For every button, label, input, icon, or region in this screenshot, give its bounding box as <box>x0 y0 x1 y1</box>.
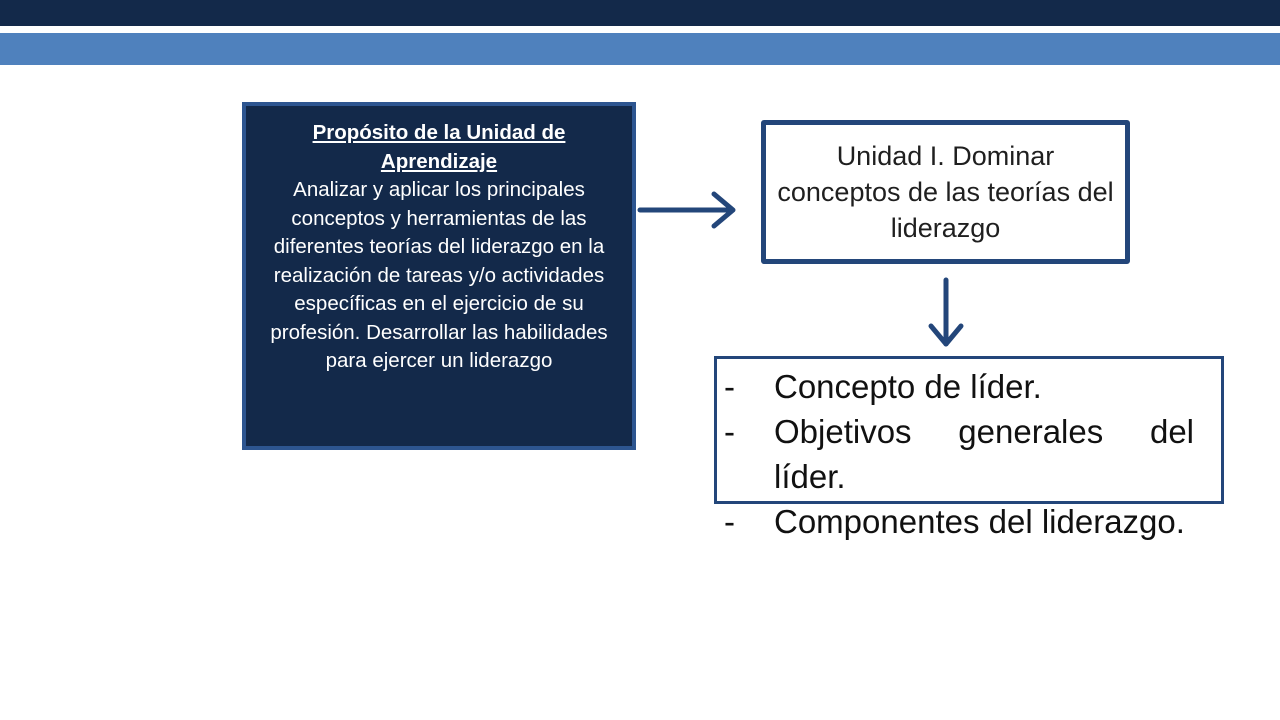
bullet-dash: - <box>724 413 735 450</box>
list-item <box>724 364 1194 409</box>
topic-text: Objetivos generales del líder. <box>774 413 1194 495</box>
topic-text: Componentes del liderazgo. <box>774 503 1185 540</box>
bullet-dash: - <box>724 503 735 540</box>
purpose-text: Analizar y aplicar los principales conceptos y herramientas de las diferentes teorías del liderazgo en la realización de tareas y/o actividades específicas en el ejercicio de su profesión. Desarrollar las habilidades para ejercer un liderazgo <box>270 178 608 372</box>
purpose-box <box>242 102 636 450</box>
header-bar-dark <box>0 0 1280 26</box>
bullet-dash: - <box>724 368 735 405</box>
purpose-title: Propósito de la Unidad de Aprendizaje <box>312 121 566 173</box>
unit-box <box>761 120 1130 264</box>
right-arrow-icon <box>636 190 740 230</box>
list-item <box>724 409 1194 499</box>
topics-list <box>724 364 1194 544</box>
topic-text: Concepto de líder. <box>774 368 1042 405</box>
down-arrow-icon <box>926 276 966 352</box>
list-item <box>724 499 1194 544</box>
header-bar-light <box>0 33 1280 65</box>
unit-title: Unidad I. Dominar conceptos de las teorías del liderazgo <box>777 141 1114 243</box>
